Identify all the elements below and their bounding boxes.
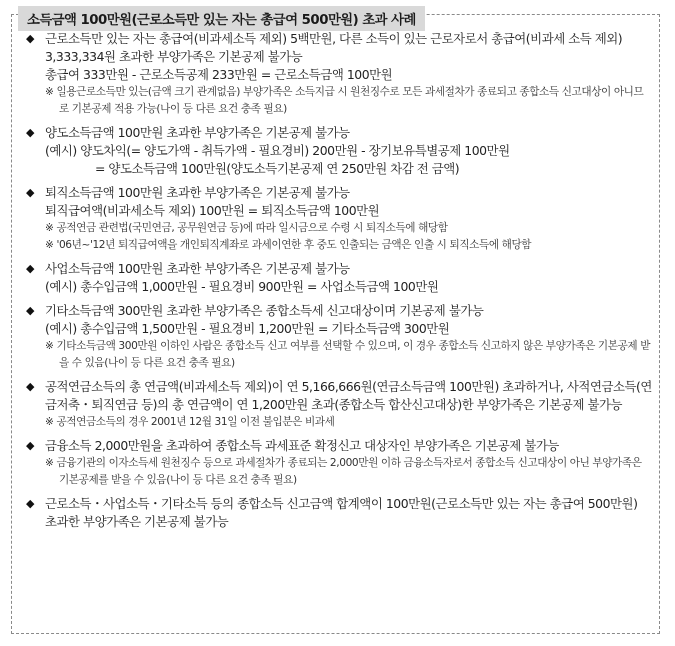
item-note: ※ 공적연금소득의 경우 2001년 12월 31일 이전 불입분은 비과세 [45,416,335,428]
list-item [26,124,652,178]
item-text: 퇴직소득금액 100만원 초과한 부양가족은 기본공제 불가능 [45,185,350,200]
item-note: ※ '06년~'12년 퇴직급여액을 개인퇴직계좌로 과세이연한 후 중도 인출되는 금액은 인출 시 퇴직소득에 해당함 [45,239,532,251]
item-text: 사업소득금액 100만원 초과한 부양가족은 기본공제 불가능 [45,261,350,276]
list-item [26,184,652,254]
item-calc-continued: = 양도소득금액 100만원(양도소득기본공제 연 250만원 차감 전 금액) [95,161,460,176]
list-item [26,302,652,372]
box-title: 소득금액 100만원(근로소득만 있는 자는 총급여 500만원) 초과 사례 [18,6,425,31]
diamond-bullet-icon: ◆ [26,32,35,45]
list-item [26,378,652,431]
list-item [26,495,652,531]
item-text: 공적연금소득의 총 연금액(비과세소득 제외)이 연 5,166,666원(연금소득금액 100만원) 초과하거나, 사적연금소득(연금저축・퇴직연금 등)의 총 연금액이 연 1,200만원 초과(종합소득 합산신고대상)한 부양가족은 기본공제 불가능 [45,379,652,412]
item-text: 근로소득만 있는 자는 총급여(비과세소득 제외) 5백만원, 다른 소득이 있는 근로자로서 총급여(비과세 소득 제외) 3,333,334원 초과한 부양가족은 기본공제 불가능 [45,31,623,64]
item-calc: 총급여 333만원 - 근로소득공제 233만원 = 근로소득금액 100만원 [45,67,393,82]
diamond-bullet-icon: ◆ [26,497,35,510]
item-calc: (예시) 총수입금액 1,500만원 - 필요경비 1,200만원 = 기타소득금액 300만원 [45,321,450,336]
diamond-bullet-icon: ◆ [26,439,35,452]
case-list [26,30,652,531]
diamond-bullet-icon: ◆ [26,262,35,275]
item-calc: (예시) 총수입금액 1,000만원 - 필요경비 900만원 = 사업소득금액 100만원 [45,279,439,294]
list-item [26,260,652,296]
diamond-bullet-icon: ◆ [26,186,35,199]
item-text: 금융소득 2,000만원을 초과하여 종합소득 과세표준 확정신고 대상자인 부양가족은 기본공제 불가능 [45,438,559,453]
item-note: ※ 금융기관의 이자소득세 원천징수 등으로 과세절차가 종료되는 2,000만원 이하 금융소득자로서 종합소득 신고대상이 아닌 부양가족은 기본공제를 받을 수 있음(나이 등 다른 요건 충족 필요) [45,457,642,486]
item-note: ※ 기타소득금액 300만원 이하인 사람은 종합소득 신고 여부를 선택할 수 있으며, 이 경우 종합소득 신고하지 않은 부양가족은 기본공제 받을 수 있음(나이 등 다른 요건 충족 필요) [45,340,651,369]
diamond-bullet-icon: ◆ [26,126,35,139]
item-note: ※ 일용근로소득만 있는(금액 크기 관계없음) 부양가족은 소득지급 시 원천징수로 모든 과세절차가 종료되고 종합소득 신고대상이 아니므로 기본공제 적용 가능(나이 등 다른 요건 충족 필요) [45,86,644,115]
diamond-bullet-icon: ◆ [26,380,35,393]
item-text: 기타소득금액 300만원 초과한 부양가족은 종합소득세 신고대상이며 기본공제 불가능 [45,303,484,318]
item-calc: 퇴직급여액(비과세소득 제외) 100만원 = 퇴직소득금액 100만원 [45,203,380,218]
diamond-bullet-icon: ◆ [26,304,35,317]
item-text: 근로소득・사업소득・기타소득 등의 종합소득 신고금액 합계액이 100만원(근로소득만 있는 자는 총급여 500만원) 초과한 부양가족은 기본공제 불가능 [45,496,638,529]
item-note: ※ 공적연금 관련법(국민연금, 공무원연금 등)에 따라 일시금으로 수령 시 퇴직소득에 해당함 [45,222,448,234]
list-item [26,437,652,489]
item-text: 양도소득금액 100만원 초과한 부양가족은 기본공제 불가능 [45,125,350,140]
list-item [26,30,652,118]
item-calc: (예시) 양도차익(= 양도가액 - 취득가액 - 필요경비) 200만원 - 장기보유특별공제 100만원 [45,143,510,158]
